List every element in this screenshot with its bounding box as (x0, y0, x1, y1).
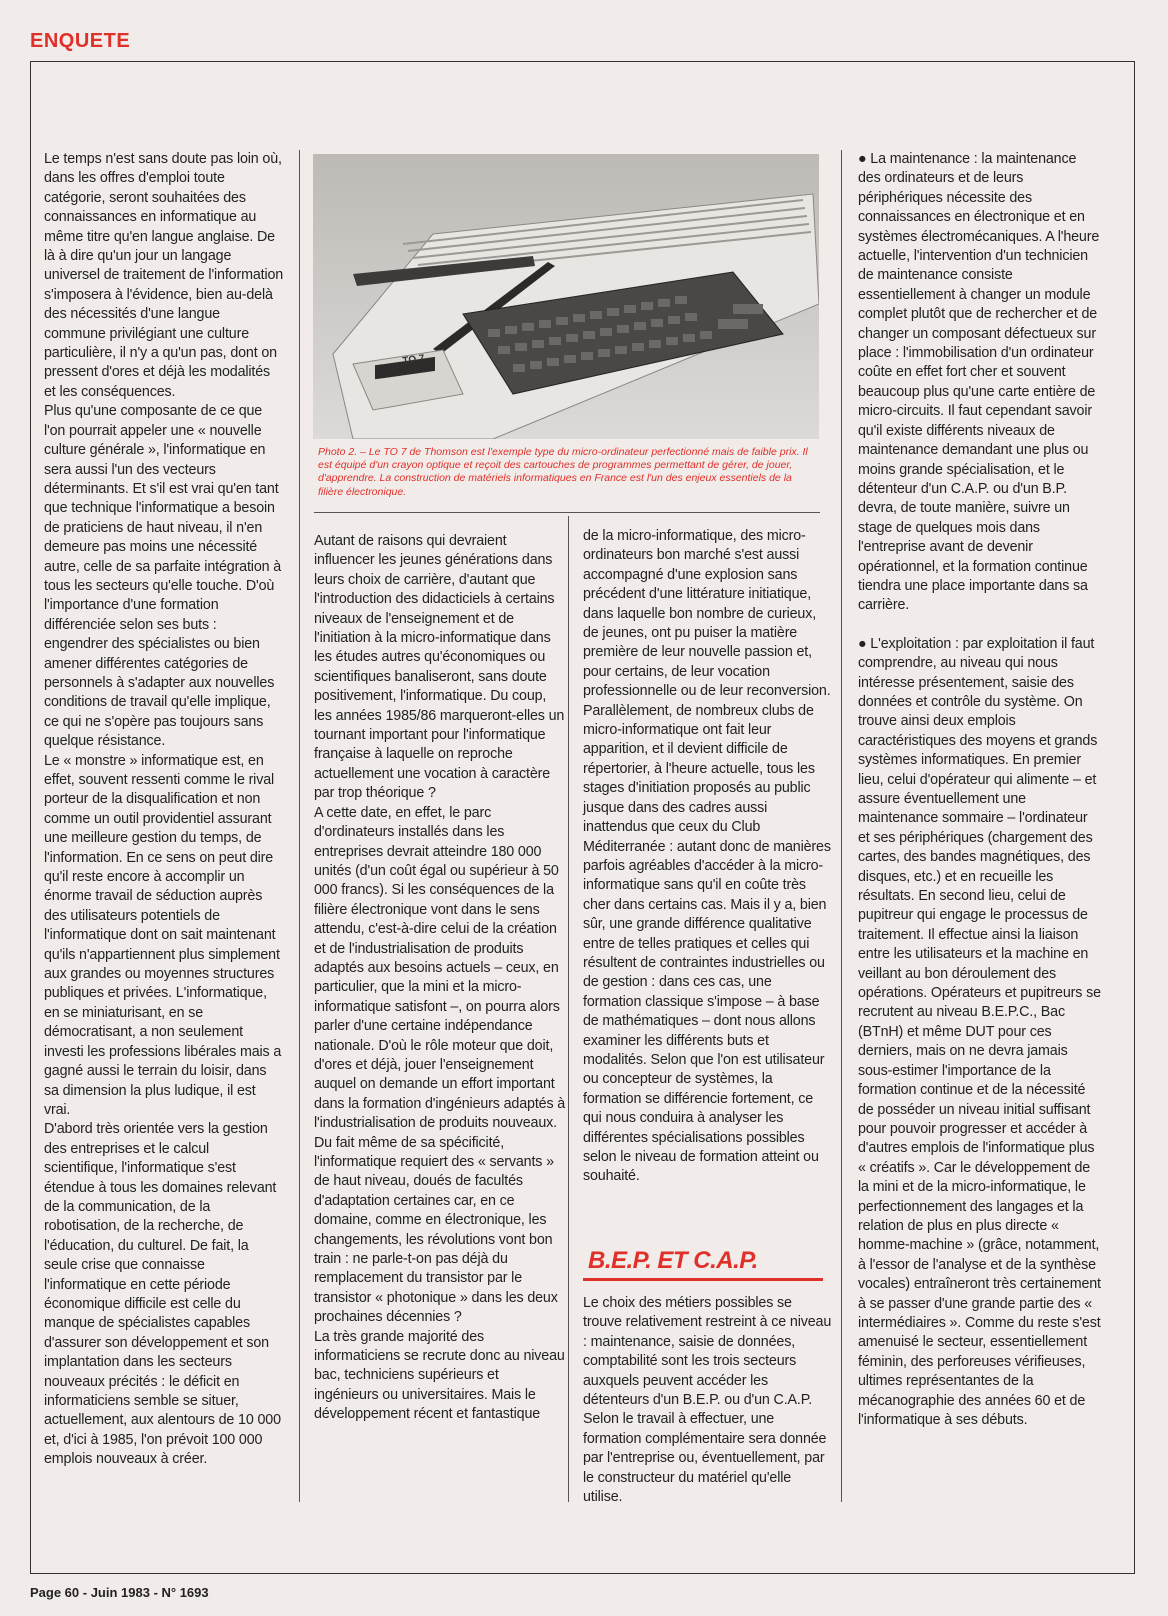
paragraph: ● La maintenance : la maintenance des ordinateurs et de leurs périphériques nécessite des connaissances en électronique et en systèmes électromécaniques. A l'heure actuelle, l'intervention d'un technicien de maintenance consiste essentiellement à changer un module complet plutôt que de rechercher et de changer un composant défectueux sur place : l'immobilisation d'un ordinateur coûte en effet fort cher et souvent beaucoup plus qu'une carte entière de micro-circuits. Il faut cependant savoir qu'il existe différents niveaux de maintenance demandant une plus ou moins grande spécialisation, et le détenteur d'un C.A.P. ou d'un B.P. devra, de toute manière, suivre un stage de quelques mois dans l'entreprise avant de devenir opérationnel, et la formation continue tiendra une place importante dans sa carrière. (858, 151, 1100, 614)
computer-illustration (313, 154, 819, 439)
paragraph: ● L'exploitation : par exploitation il faut comprendre, au niveau qui nous intéresse présentement, saisie des données et contrôle du système. On trouve ainsi deux emplois caractéristiques des moyens et grands systèmes informatiques. En premier lieu, celui d'opérateur qui alimente – et assure éventuellement une maintenance sommaire – l'ordinateur et ses périphériques (chargement des cartes, des bandes magnétiques, des disques, etc.) et en recueille les résultats. En second lieu, celui de pupitreur qui engage le processus de traitement. Il effectue ainsi la liaison entre les utilisateurs et la machine en veillant au bon déroulement des opérations. Opérateurs et pupitreurs se recrutent au niveau B.E.P.C., Bac (BTnH) et même DUT pour ces derniers, mais on ne devra jamais sous-estimer l'importance de la formation continue et de la nécessité de posséder un niveau initial suffisant pour pouvoir progresser et accéder à d'autres emplois de l'informatique plus « créatifs ». Car le développement de la mini et de la micro-informatique, le perfectionnement des langages et la relation de plus en plus directe « homme-machine » (grâce, notamment, à l'essor de l'analyse et de la synthèse vocales) entraîneront très certainement à se passer d'une grande partie des « intermédiaires ». Comme du reste s'est amenuisé le secteur, essentiellement féminin, des perforeuses vérifieuses, ultimes représentantes de la mécanographie des années 60 et de l'informatique à ses débuts. (858, 635, 1101, 1428)
page-footer: Page 60 - Juin 1983 - N° 1693 (30, 1585, 209, 1600)
paragraph: Le choix des métiers possibles se trouve relativement restreint à ce niveau : maintenance, saisie de données, comptabilité sont les trois secteurs auxquels peuvent accéder les détenteurs d'un B.E.P. ou d'un C.A.P. Selon le travail à effectuer, une formation complémentaire sera donnée par l'entreprise ou, éventuellement, par le constructeur du matériel qu'elle utilise. (583, 1295, 832, 1506)
article-column-2 (314, 532, 566, 1425)
section-subheading: B.E.P. ET C.A.P. (588, 1247, 758, 1274)
caption-rule (314, 512, 820, 513)
paragraph: Du fait même de sa spécificité, l'informatique requiert des « servants » de haut niveau, doués de facultés d'adaptation certaines car, en ce domaine, comme en électronique, les changements, les révolutions vont bon train : ne parle-t-on pas déjà du remplacement du transistor par le transistor « photonique » dans les deux prochaines décennies ? (314, 1134, 558, 1326)
subheading-underline (583, 1278, 823, 1281)
paragraph: D'abord très orientée vers la gestion des entreprises et le calcul scientifique, l'informatique s'est étendue à tous les domaines relevant de la communication, de la robotisation, de la recherche, de l'éducation, du culturel. De fait, la seule crise que connaisse l'informatique en cette période économique difficile est celle du manque de spécialistes capables d'assurer son développement et son implantation dans les secteurs nouveaux précités : le déficit en informaticiens semble se situer, actuellement, aux alentours de 10 000 et, d'ici à 1985, l'on prévoit 100 000 emplois nouveaux à créer. (44, 1121, 281, 1468)
paragraph: Le temps n'est sans doute pas loin où, dans les offres d'emploi toute catégorie, seront souhaitées des connaissances en informatique au même titre qu'en langue anglaise. De là à dire qu'un jour un langage universel de traitement de l'information s'imposera à l'évidence, bien au-delà des nécessités d'une langue commune privilégiant une culture particulière, il n'y a qu'un pas, dont on pressent d'ores et déjà les modalités et les conséquences. (44, 151, 284, 400)
paragraph: A cette date, en effet, le parc d'ordinateurs installés dans les entreprises devrait atteindre 180 000 unités (d'un coût égal ou supérieur à 50 000 francs). Si les conséquences de la filière électronique vont dans le sens attendu, c'est-à-dire celui de la création et de l'industrialisation de produits adaptés aux besoins actuels – ceux, en particulier, que la mini et la micro-informatique satisfont –, on pourra alors parler d'une certaine indépendance nationale. D'où le rôle moteur que doit, d'ores et déjà, jouer l'enseignement auquel on demande un effort important dans la formation d'ingénieurs adaptés à l'industrialisation de produits nouveaux. (314, 804, 566, 1132)
paragraph: Plus qu'une composante de ce que l'on pourrait appeler une « nouvelle culture générale », l'informatique en sera aussi l'un des vecteurs déterminants. Et s'il est vrai qu'en tant que technique l'informatique a besoin de praticiens de haut niveau, il n'en demeure pas moins une nécessité autre, celle de sa parfaite intégration à tous les secteurs qu'elle touche. D'où l'importance d'une formation différenciée selon ses buts : engendrer des spécialistes ou bien amener différentes catégories de personnels à s'adapter aux nouvelles conditions de travail qu'elle implique, ce qui ne s'opère pas toujours sans quelque résistance. (44, 403, 282, 750)
column-rule (568, 516, 569, 1502)
paragraph: La très grande majorité des informaticiens se recrute donc au niveau bac, techniciens supérieurs et ingénieurs ou universitaires. Mais le développement récent et fantastique (314, 1328, 565, 1423)
article-column-4 (858, 150, 1102, 1430)
paragraph: Parallèlement, de nombreux clubs de micro-informatique ont fait leur apparition, et il devient difficile de répertorier, à l'heure actuelle, tous les stages d'initiation proposés au public jusque dans des cadres aussi inattendus que ceux du Club Méditerranée : autant donc de manières parfois agréables d'accéder à la micro-informatique sans qu'il en coûte très cher dans certains cas. Mais il y a, bien sûr, une grande différence qualitative entre de telles pratiques et celles qui résultent de contraintes industrielles ou de gestion : dans ces cas, une formation classique s'impose – à base de mathématiques – dont nous allons examiner les différents buts et modalités. Selon que l'on est utilisateur ou concepteur de systèmes, la formation se différencie fortement, ce qui nous conduira à analyser les différentes spécialisations possibles selon le niveau de formation atteint ou souhaité. (583, 702, 831, 1185)
article-column-1 (44, 150, 284, 1470)
to7-photo (313, 154, 819, 439)
paragraph: Le « monstre » informatique est, en effet, souvent ressenti comme le rival porteur de la disqualification et non comme un outil providentiel assurant une meilleure gestion du temps, de l'information. En ce sens on peut dire qu'il reste encore à accomplir un énorme travail de séduction auprès des utilisateurs potentiels de l'informatique dont on sait maintenant qu'ils n'appartiennent plus simplement aux grandes ou moyennes structures publiques et privées. L'informatique, en se miniaturisant, en se démocratisant, a non seulement investi les professions libérales mais a gagné aussi le terrain du loisir, dans sa dimension la plus ludique, il est vrai. (44, 752, 282, 1118)
column-rule (841, 150, 842, 1502)
paragraph: Autant de raisons qui devraient influencer les jeunes générations dans leurs choix de carrière, d'autant que l'introduction des didacticiels à certains niveaux de l'enseignement et de l'initiation à la micro-informatique dans les études autres qu'économiques ou scientifiques banaliseront, sans doute positivement, l'informatique. Du coup, les années 1985/86 marqueront-elles un tournant important pour l'informatique française à laquelle on reproche actuellement une vocation à caractère par trop théorique ? (314, 533, 565, 802)
article-column-3-continued (583, 1294, 833, 1507)
article-column-3 (583, 527, 833, 1187)
section-label: ENQUETE (30, 30, 131, 52)
model-label: TO 7 (401, 353, 426, 367)
photo-caption: Photo 2. – Le TO 7 de Thomson est l'exemple type du micro-ordinateur perfectionné mais de faible prix. Il est équipé d'un crayon optique et reçoit des cartouches de programmes permettant de gérer, de jouer, d'apprendre. La construction de matériels informatiques en France est l'un des enjeux essentiels de la filière électronique. (318, 446, 808, 498)
paragraph: de la micro-informatique, des micro-ordinateurs bon marché s'est aussi accompagné d'une explosion sans précédent d'une littérature initiatique, dans laquelle bon nombre de curieux, de jeunes, ont pu puiser la matière première de leur nouvelle passion et, pour certains, de leur vocation professionnelle ou de leur reconversion. (583, 528, 831, 700)
column-rule (299, 150, 300, 1502)
